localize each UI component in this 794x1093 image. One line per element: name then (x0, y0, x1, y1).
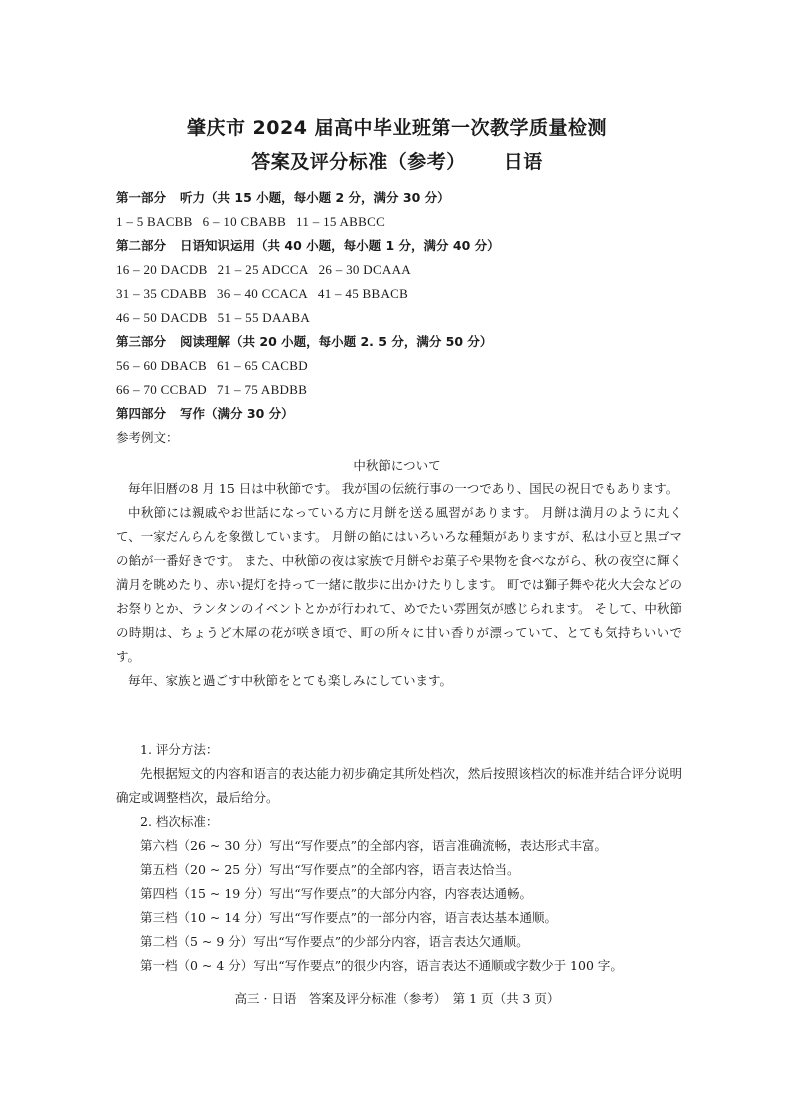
page-footer: 高三 · 日语 答案及评分标准（参考） 第 1 页（共 3 页） (234, 991, 560, 1006)
answer-group: 61 – 65 CACBD (216, 358, 308, 373)
subtitle-text: 答案及评分标准（参考） (251, 151, 466, 173)
part1-heading (116, 190, 450, 206)
part2-label: 第二部分 (116, 238, 167, 253)
answer-group: 11 – 15 ABBCC (296, 214, 386, 229)
part3-label: 第三部分 (116, 334, 167, 349)
part3-answers-row (116, 358, 308, 374)
part4-label: 第四部分 (116, 406, 167, 421)
part2-answers-row (116, 262, 411, 278)
document-title: 肇庆市 2024 届高中毕业班第一次教学质量检测 (186, 117, 608, 139)
scoring-level: 第三档（10 ~ 14 分）写出“写作要点”的一部分内容，语言表达基本通顺。 (140, 910, 557, 925)
scoring-section (116, 738, 682, 978)
scoring-level: 第五档（20 ~ 25 分）写出“写作要点”的全部内容，语言表达恰当。 (140, 862, 520, 877)
answer-group: 6 – 10 CBABB (202, 214, 287, 229)
document-subtitle (0, 147, 794, 174)
scoring-levels-heading: 2. 档次标准： (140, 814, 219, 829)
scoring-level: 第一档（0 ~ 4 分）写出“写作要点”的很少内容，语言表达不通顺或字数少于 100 字。 (140, 958, 623, 973)
answer-group: 56 – 60 DBACB (116, 358, 207, 373)
subject-label: 日语 (503, 151, 543, 173)
answer-group: 21 – 25 ADCCA (217, 262, 309, 277)
answer-group: 31 – 35 CDABB (116, 286, 207, 301)
essay-paragraph: 毎年旧暦の8 月 15 日は中秋節です。 我が国の伝統行事の一つであり、国民の祝日でもあります。 (128, 481, 679, 496)
sample-essay (116, 477, 682, 693)
part1-heading-text: 听力（共 15 小题，每小题 2 分，满分 30 分） (180, 190, 450, 205)
essay-paragraph: 中秋節には親戚やお世話になっている方に月餅を送る風習があります。 月餅は満月のように丸くて、一家だんらんを象徴しています。 月餅の餡にはいろいろな種類がありますが、私は小豆と黒ゴマの餡が一番好きです。 また、中秋節の夜は家族で月餅やお菓子や果物を食べながら、秋の夜空に輝く満月を眺めたり、赤い提灯を持って一緒に散歩に出かけたりします。 町では獅子舞や花火大会などのお祭りとか、ランタンのイベントとかが行われて、めでたい雰囲気が感じられます。 そして、中秋節の時期は、ちょうど木犀の花が咲き頃で、町の所々に甘い香りが漂っていて、とても気持ちいいです。 (116, 505, 682, 664)
sample-label: 参考例文： (116, 430, 179, 445)
scoring-level: 第四档（15 ~ 19 分）写出“写作要点”的大部分内容，内容表达通畅。 (140, 886, 532, 901)
scoring-method-heading: 1. 评分方法： (140, 742, 219, 757)
scoring-level: 第六档（26 ~ 30 分）写出“写作要点”的全部内容，语言准确流畅，表达形式丰富。 (140, 838, 607, 853)
answer-group: 66 – 70 CCBAD (116, 382, 207, 397)
scoring-level: 第二档（5 ~ 9 分）写出“写作要点”的少部分内容，语言表达欠通顺。 (140, 934, 529, 949)
part4-heading (116, 406, 294, 422)
answer-group: 26 – 30 DCAAA (318, 262, 411, 277)
answer-group: 51 – 55 DAABA (217, 310, 311, 325)
part2-heading (116, 238, 500, 254)
essay-title: 中秋節について (353, 458, 441, 473)
essay-paragraph: 毎年、家族と過ごす中秋節をとても楽しみにしています。 (128, 673, 453, 688)
answer-group: 36 – 40 CCACA (216, 286, 308, 301)
answer-group: 1 – 5 BACBB (116, 214, 193, 229)
part3-heading (116, 334, 492, 350)
part3-answers-row (116, 382, 307, 398)
part2-heading-text: 日语知识运用（共 40 小题，每小题 1 分，满分 40 分） (180, 238, 500, 253)
part1-label: 第一部分 (116, 190, 167, 205)
answer-group: 16 – 20 DACDB (116, 262, 208, 277)
part4-heading-text: 写作（满分 30 分） (180, 406, 294, 421)
answer-group: 46 – 50 DACDB (116, 310, 208, 325)
scoring-method-text: 先根据短文的内容和语言的表达能力初步确定其所处档次，然后按照该档次的标准并结合评分说明确定或调整档次，最后给分。 (116, 766, 682, 805)
answer-group: 71 – 75 ABDBB (216, 382, 308, 397)
part2-answers-row (116, 286, 408, 302)
part3-heading-text: 阅读理解（共 20 小题，每小题 2. 5 分，满分 50 分） (180, 334, 493, 349)
part1-answers-row (116, 214, 385, 230)
answer-group: 41 – 45 BBACB (317, 286, 409, 301)
part2-answers-row (116, 310, 310, 326)
